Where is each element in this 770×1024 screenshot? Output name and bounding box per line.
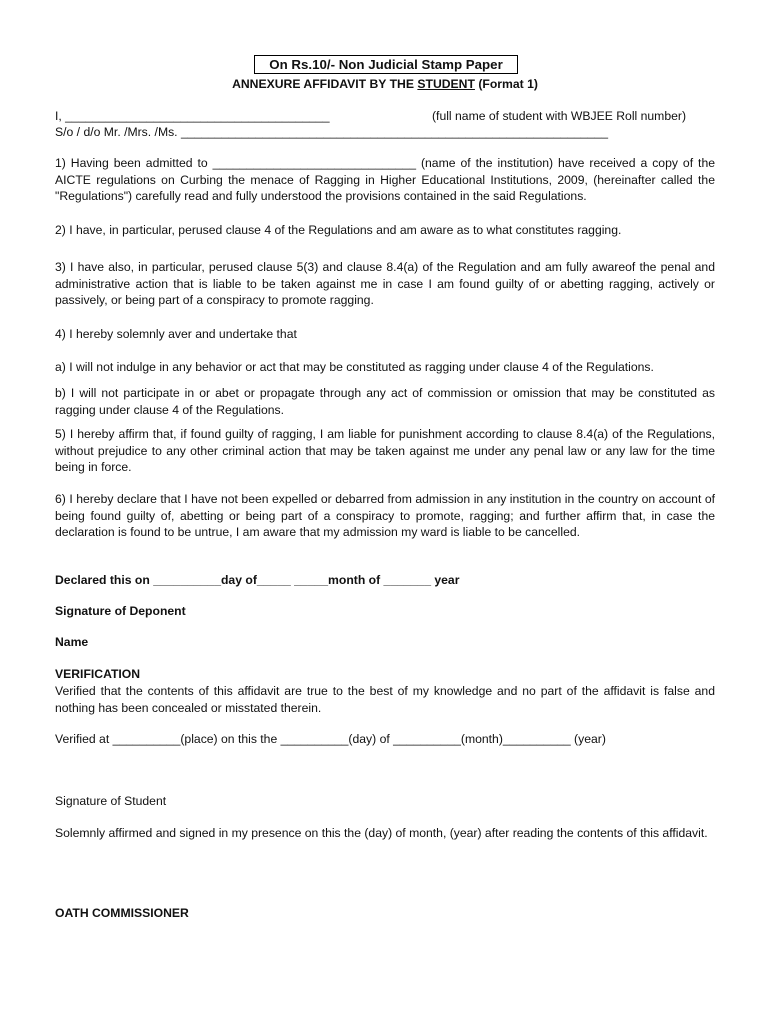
verification-text: Verified that the contents of this affidavit are true to the best of my knowledge and no part of the affidavit is false and nothing has been concealed or misstated therein. xyxy=(55,684,715,715)
student-name-line: I, _______________________________________ xyxy=(55,109,330,123)
verification-heading: VERIFICATION xyxy=(55,667,141,681)
annexure-title xyxy=(0,76,770,92)
name-label: Name xyxy=(55,635,89,649)
verified-at-line: Verified at __________(place) on this the __________(day) of __________(month)__________ (year) xyxy=(55,732,606,746)
declared-line: Declared this on __________day of_____ _____month of _______ year xyxy=(55,573,460,587)
oath-commissioner-label: OATH COMMISSIONER xyxy=(55,906,189,920)
student-name-hint: (full name of student with WBJEE Roll number) xyxy=(432,109,687,123)
annexure-title-student: STUDENT xyxy=(417,77,475,91)
stamp-paper-heading: On Rs.10/- Non Judicial Stamp Paper xyxy=(254,55,518,74)
clause-4: 4) I hereby solemnly aver and undertake that xyxy=(55,327,297,341)
clause-6: 6) I hereby declare that I have not been expelled or debarred from admission in any institution in the country on account of being found guilty of, abetting or being part of a conspiracy to promote, ragging; and further affirm that, in case the declaration is found to be untrue, I am aware that my admission my ward is liable to be cancelled. xyxy=(55,492,715,539)
annexure-title-prefix: ANNEXURE AFFIDAVIT BY THE xyxy=(232,77,418,91)
clause-4a: a) I will not indulge in any behavior or act that may be constituted as ragging under clause 4 of the Regulations. xyxy=(55,360,654,374)
clause-3: 3) I have also, in particular, perused clause 5(3) and clause 8.4(a) of the Regulation and am fully awareof the penal and administrative action that is liable to be taken against me in case I am found guilty of or abetting ragging, actively or passively, or being part of a conspiracy to promote ragging. xyxy=(55,260,715,307)
clause-2: 2) I have, in particular, perused clause 4 of the Regulations and am aware as to what constitutes ragging. xyxy=(55,223,622,237)
solemnly-affirmed-text: Solemnly affirmed and signed in my presence on this the (day) of month, (year) after reading the contents of this affidavit. xyxy=(55,826,708,840)
signature-deponent-label: Signature of Deponent xyxy=(55,604,186,618)
annexure-title-suffix: (Format 1) xyxy=(474,77,538,91)
clause-4b: b) I will not participate in or abet or propagate through any act of commission or omission that may be constituted as ragging under clause 4 of the Regulations. xyxy=(55,386,715,417)
clause-5: 5) I hereby affirm that, if found guilty of ragging, I am liable for punishment according to clause 8.4(a) of the Regulations, without prejudice to any other criminal action that may be taken against me under any penal law or any law for the time being in force. xyxy=(55,427,715,474)
signature-student-label: Signature of Student xyxy=(55,794,167,808)
parent-name-line: S/o / d/o Mr. /Mrs. /Ms. _______________________________________________________________ xyxy=(55,125,608,139)
clause-1: 1) Having been admitted to ______________________________ (name of the institution) have received a copy of the AICTE regulations on Curbing the menace of Ragging in Higher Educational Institutions, 2009, (hereinafter called the "Regulations") carefully read and fully understood the provisions contained in the said Regulations. xyxy=(55,156,715,203)
